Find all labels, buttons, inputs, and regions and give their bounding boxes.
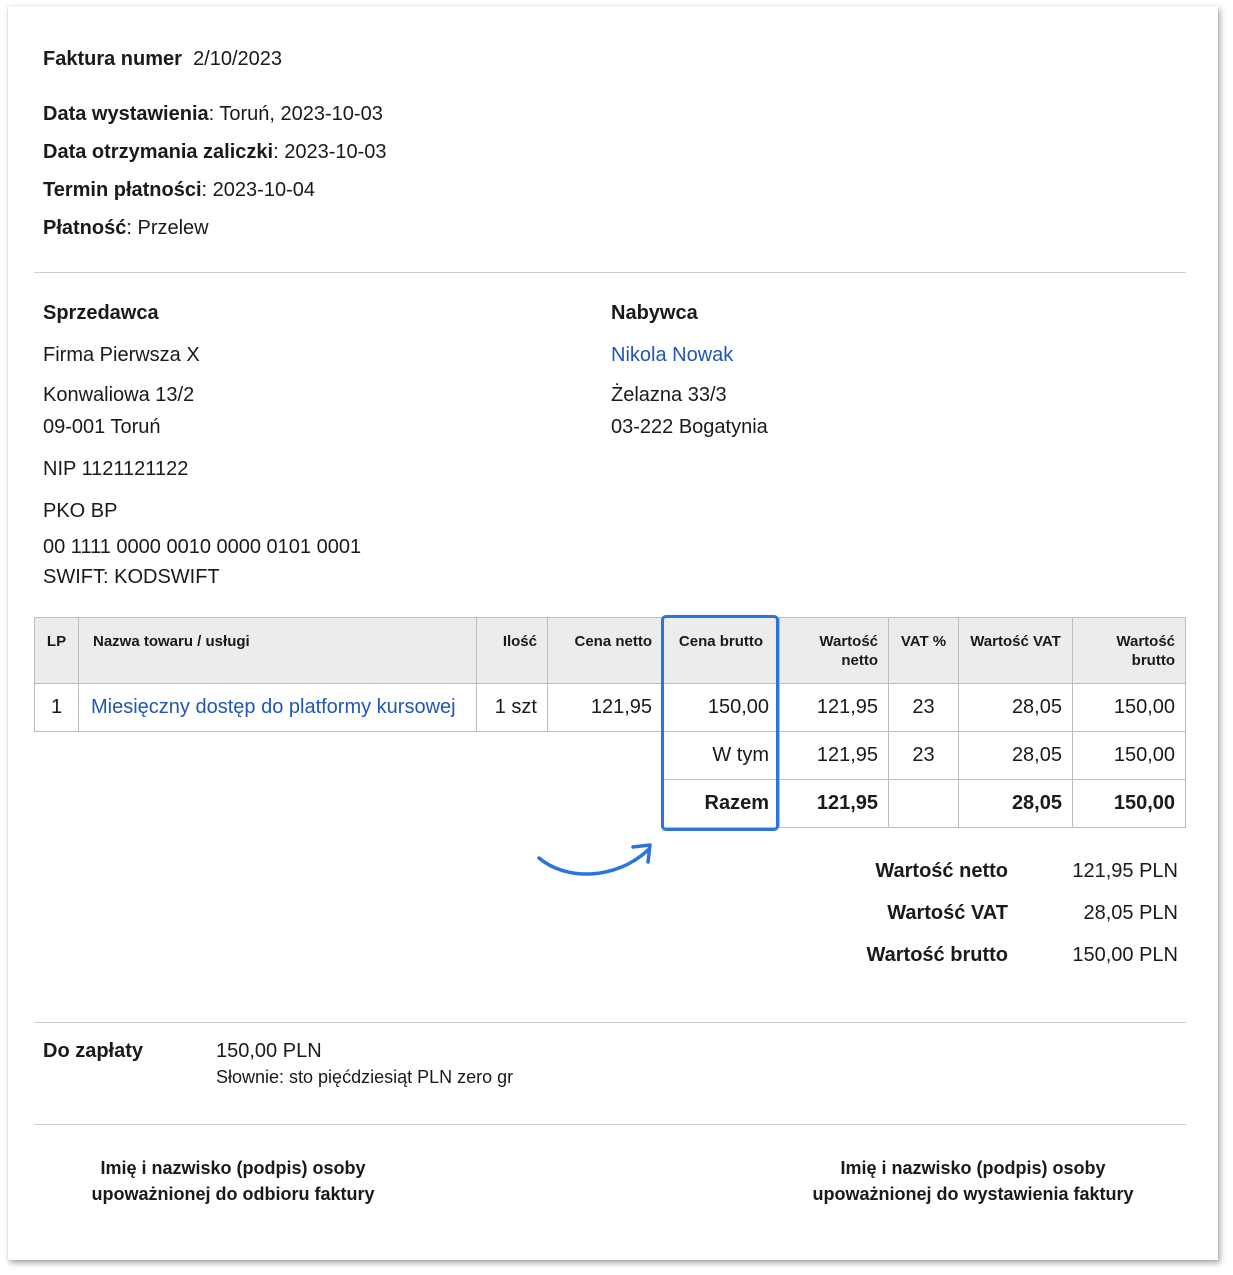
summary-net-label: Wartość netto bbox=[875, 860, 1008, 882]
including-vat-value: 28,05 bbox=[959, 732, 1073, 780]
advance-date-label: Data otrzymania zaliczki bbox=[43, 141, 274, 163]
due-date-value: 2023-10-04 bbox=[212, 179, 315, 201]
header-gross-value bbox=[1073, 618, 1186, 684]
summary-net-value: 121,95 PLN bbox=[1072, 860, 1178, 882]
signature-receiver-line2: upoważnionej do odbioru faktury bbox=[91, 1184, 375, 1204]
seller-nip: NIP 1121121122 bbox=[43, 458, 189, 480]
payment-value: Przelew bbox=[137, 217, 209, 239]
header-net-value-line2: netto bbox=[841, 652, 878, 669]
empty-cell bbox=[35, 780, 663, 828]
total-label: Razem bbox=[663, 780, 780, 828]
divider bbox=[34, 272, 1186, 273]
signature-receiver-line1: Imię i nazwisko (podpis) osoby bbox=[100, 1158, 366, 1178]
issue-date-label: Data wystawienia bbox=[43, 103, 209, 125]
issue-date: Data wystawienia: Toruń, 2023-10-03 bbox=[43, 103, 383, 125]
including-label: W tym bbox=[663, 732, 780, 780]
issue-date-value: Toruń, 2023-10-03 bbox=[219, 103, 383, 125]
header-gross-price: Cena brutto bbox=[663, 618, 780, 684]
buyer-name-link[interactable]: Nikola Nowak bbox=[611, 344, 734, 366]
header-net-value bbox=[780, 618, 889, 684]
due-date: Termin płatności: 2023-10-04 bbox=[43, 179, 315, 201]
buyer-street: Żelazna 33/3 bbox=[611, 384, 727, 406]
total-vat-pct-empty bbox=[889, 780, 959, 828]
header-net-price: Cena netto bbox=[548, 618, 663, 684]
header-qty: Ilość bbox=[477, 618, 548, 684]
payment-label: Płatność bbox=[43, 217, 127, 239]
header-gross-value-line1: Wartość bbox=[1116, 633, 1175, 650]
seller-street: Konwaliowa 13/2 bbox=[43, 384, 195, 406]
buyer-city: 03-222 Bogatynia bbox=[611, 416, 768, 438]
row-net-price: 121,95 bbox=[548, 684, 663, 732]
invoice-page bbox=[8, 6, 1218, 1260]
header-net-value-line1: Wartość bbox=[819, 633, 878, 650]
curved-arrow-icon bbox=[536, 836, 666, 886]
due-date-label: Termin płatności bbox=[43, 179, 202, 201]
advance-date-value: 2023-10-03 bbox=[284, 141, 387, 163]
invoice-number-label: Faktura numer bbox=[43, 48, 182, 70]
summary-gross-label: Wartość brutto bbox=[866, 944, 1008, 966]
signature-issuer-line1: Imię i nazwisko (podpis) osoby bbox=[840, 1158, 1106, 1178]
seller-bank: PKO BP bbox=[43, 500, 118, 522]
header-vat-value: Wartość VAT bbox=[959, 618, 1073, 684]
seller-city: 09-001 Toruń bbox=[43, 416, 161, 438]
seller-heading: Sprzedawca bbox=[43, 302, 159, 324]
header-name: Nazwa towaru / usługi bbox=[79, 618, 477, 684]
summary-gross-value: 150,00 PLN bbox=[1072, 944, 1178, 966]
seller-account: 00 1111 0000 0010 0000 0101 0001 bbox=[43, 536, 362, 558]
table-header-row bbox=[35, 618, 1186, 684]
seller-swift: SWIFT: KODSWIFT bbox=[43, 566, 220, 588]
total-row bbox=[35, 780, 1186, 828]
including-net-value: 121,95 bbox=[780, 732, 889, 780]
header-gross-value-line2: brutto bbox=[1131, 652, 1175, 669]
header-vat-pct: VAT % bbox=[889, 618, 959, 684]
signature-receiver bbox=[88, 1155, 378, 1207]
row-vat-value: 28,05 bbox=[959, 684, 1073, 732]
divider bbox=[34, 1022, 1186, 1023]
including-gross-value: 150,00 bbox=[1073, 732, 1186, 780]
signature-issuer bbox=[798, 1155, 1148, 1207]
buyer-heading: Nabywca bbox=[611, 302, 698, 324]
row-lp: 1 bbox=[35, 684, 79, 732]
gross-price-highlight bbox=[661, 615, 779, 831]
header-lp: LP bbox=[35, 618, 79, 684]
invoice-number bbox=[43, 48, 282, 71]
total-gross-value: 150,00 bbox=[1073, 780, 1186, 828]
payment-method: Płatność: Przelew bbox=[43, 217, 209, 239]
total-net-value: 121,95 bbox=[780, 780, 889, 828]
to-pay-amount: 150,00 PLN bbox=[216, 1040, 322, 1062]
table-row bbox=[35, 684, 1186, 732]
row-gross-value: 150,00 bbox=[1073, 684, 1186, 732]
items-table bbox=[34, 617, 1186, 828]
row-vat-pct: 23 bbox=[889, 684, 959, 732]
summary-vat-value: 28,05 PLN bbox=[1083, 902, 1178, 924]
divider bbox=[34, 1124, 1186, 1125]
seller-name: Firma Pierwsza X bbox=[43, 344, 200, 366]
including-vat-pct: 23 bbox=[889, 732, 959, 780]
summary-vat-label: Wartość VAT bbox=[887, 902, 1008, 924]
row-name-link[interactable]: Miesięczny dostęp do platformy kursowej bbox=[79, 684, 477, 732]
row-gross-price: 150,00 bbox=[663, 684, 780, 732]
to-pay-label: Do zapłaty bbox=[43, 1040, 144, 1062]
empty-cell bbox=[35, 732, 663, 780]
advance-date: Data otrzymania zaliczki: 2023-10-03 bbox=[43, 141, 387, 163]
row-net-value: 121,95 bbox=[780, 684, 889, 732]
row-qty: 1 szt bbox=[477, 684, 548, 732]
invoice-number-value: 2/10/2023 bbox=[193, 48, 283, 70]
total-vat-value: 28,05 bbox=[959, 780, 1073, 828]
signature-issuer-line2: upoważnionej do wystawienia faktury bbox=[812, 1184, 1134, 1204]
including-row bbox=[35, 732, 1186, 780]
to-pay-in-words: Słownie: sto pięćdziesiąt PLN zero gr bbox=[216, 1067, 514, 1087]
